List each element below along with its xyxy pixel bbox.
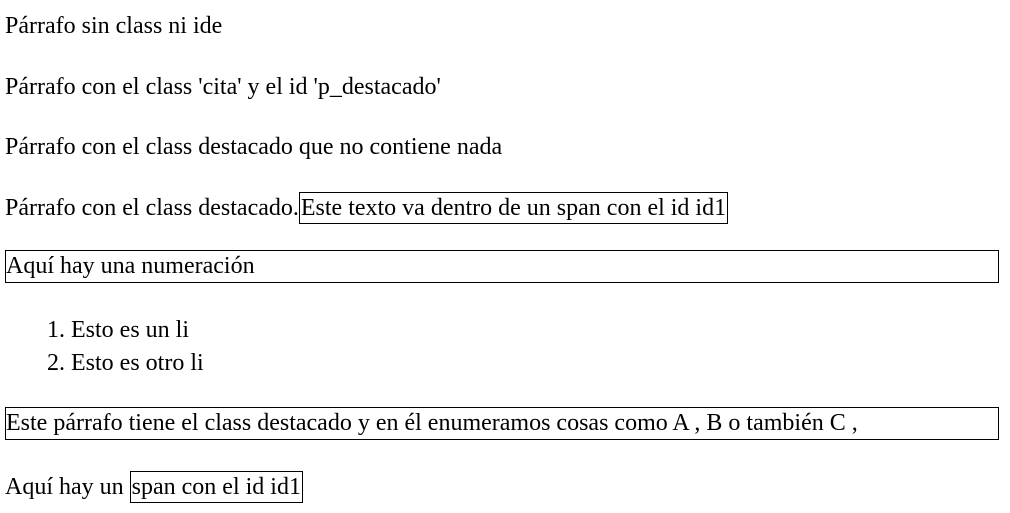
span-id1-boxed: Este texto va dentro de un span con el id id1: [299, 192, 728, 224]
paragraph-destacado-with-span: [5, 191, 728, 225]
paragraph-destacado-empty-text: Párrafo con el class destacado que no contiene nada: [5, 134, 503, 160]
paragraph-plain: [5, 9, 222, 43]
numeracion-heading-boxed: [5, 250, 999, 283]
list-item-label: Esto es otro li: [71, 350, 204, 376]
paragraph-destacado-empty: [5, 130, 502, 164]
paragraph-destacado-text: Párrafo con el class destacado.: [5, 195, 299, 221]
paragraph-enumeration-text: Este párrafo tiene el class destacado y en él enumeramos cosas como A , B o también C ,: [6, 410, 858, 436]
list-item: [47, 314, 189, 346]
list-item: [47, 347, 204, 379]
paragraph-destacado-enumeration-boxed: [5, 407, 999, 440]
span-id1-boxed-2: span con el id id1: [130, 471, 303, 503]
list-item-marker: 2.: [47, 350, 65, 376]
paragraph-cita: [5, 70, 441, 104]
numeracion-heading-text: Aquí hay una numeración: [6, 253, 255, 279]
list-item-label: Esto es un li: [71, 317, 189, 343]
paragraph-with-span: [5, 470, 303, 504]
paragraph-plain-text: Párrafo sin class ni ide: [5, 13, 223, 39]
paragraph-with-span-text: Aquí hay un: [5, 474, 130, 500]
paragraph-cita-text: Párrafo con el class 'cita' y el id 'p_destacado': [5, 74, 441, 100]
list-item-marker: 1.: [47, 317, 65, 343]
